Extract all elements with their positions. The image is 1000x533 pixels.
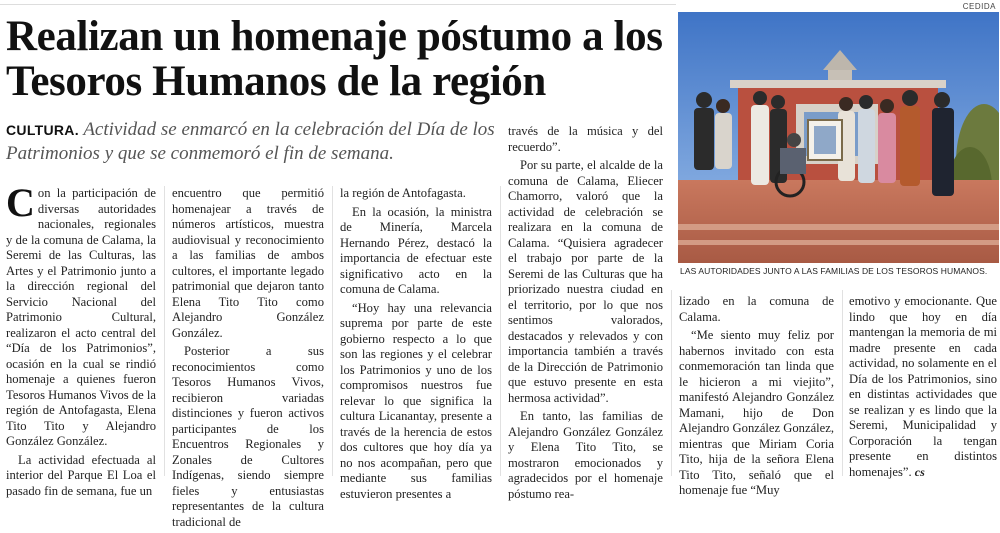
article-column-3 <box>340 186 492 505</box>
photo-caption: LAS AUTORIDADES JUNTO A LAS FAMILIAS DE LOS TESOROS HUMANOS. <box>680 266 988 276</box>
paragraph: la región de Antofagasta. <box>340 186 466 200</box>
section-tag: CULTURA. <box>6 122 79 138</box>
column-divider <box>500 186 501 476</box>
article-subhead <box>6 118 496 165</box>
column-divider <box>842 290 843 476</box>
column-divider <box>671 290 672 476</box>
article-column-6 <box>849 294 997 483</box>
column-divider <box>332 186 333 476</box>
end-mark: cs <box>914 464 925 479</box>
paragraph: encuentro que permitió homenajear a través de números artísticos, muestra audiovisual y reconocimiento a las familias de ambos cultores, el importante legado patrimonial que dejaron tanto Elena Tito Tito como Alejandro González González. <box>172 186 324 340</box>
article-column-1 <box>6 180 156 502</box>
article-column-4 <box>508 124 663 505</box>
photo-illustration <box>678 12 999 263</box>
article-column-5 <box>679 294 834 502</box>
paragraph: “Hoy hay una relevancia suprema por parte de este gobierno respecto a lo que son las regiones y el celebrar los Patrimonios y uno de los compromisos nuestros fue relevar lo que significa la cultura Licanantay, presente a través de la herencia de estos dos cultores que hoy día ya no nos acompañan, pero que mediante sus familias estuvieron presentes a <box>340 300 492 501</box>
photo-credit: CEDIDA <box>962 2 996 11</box>
paragraph: emotivo y emocionante. Que lindo que hoy en día mantengan la memoria de mi madre presente en cada actividad, no solamente en el Día de los Patrimonios, sino en distintas actividades que se realizan y es lindo que la Seremi, Municipalidad y Corporación la tengan presente en distintos homenajes”. cs <box>849 294 997 479</box>
subhead-text: Actividad se enmarcó en la celebración del Día de los Patrimonios y que se conmemoró el fin de semana. <box>6 119 495 164</box>
paragraph: Con la participación de diversas autoridades nacionales, regionales y de la comuna de Calama, la Seremi de las Culturas, las Artes y el Patrimonio junto a la dirección regional del Servicio Nacional del Patrimonio Cultural, realizaron el acto central del “Día de los Patrimonios”, ocasión en la cual se rindió homenaje a quienes fueron Tesoros Humanos Vivos de la región de Antofagasta, Elena Tito Tito y Alejandro González González. <box>6 180 156 448</box>
paragraph: lizado en la comuna de Calama. <box>679 294 834 324</box>
article-photo <box>678 12 999 263</box>
paragraph: Por su parte, el alcalde de la comuna de Calama, Eliecer Chamorro, valoró que la actividad de celebración se realizara en la comuna de Calama. “Quisiera agradecer el trabajo por parte de la Seremi de las Culturas que ha priorizado nuestra ciudad en el territorio, por lo que nos sentimos valorados, destacados y relevados y con importancia también a través de la Dirección de Patrimonio que estuvo presente en esta hermosa actividad”. <box>508 158 663 405</box>
paragraph: través de la música y del recuerdo”. <box>508 124 663 154</box>
paragraph: En la ocasión, la ministra de Minería, Marcela Hernando Pérez, destacó la importancia de efectuar este significativo acto en la comuna de Calama. <box>340 204 492 296</box>
article-headline: Realizan un homenaje póstumo a los Tesoros Humanos de la región <box>6 13 663 105</box>
paragraph: Posterior a sus reconocimientos como Tesoros Humanos Vivos, recibieron variadas distinciones y fueron activos participantes de los Encuentros Regionales y Zonales de Cultores Indígenas, siendo siempre fieles y entusiastas representantes de la cultura tradicional de <box>172 344 324 529</box>
paragraph: La actividad efectuada al interior del Parque El Loa el pasado fin de semana, fue un <box>6 452 156 498</box>
paragraph: En tanto, las familias de Alejandro González González y Elena Tito Tito, se mostraron emocionados y agradecidos por el homenaje póstumo rea- <box>508 409 663 501</box>
top-rule <box>0 4 676 5</box>
paragraph: “Me siento muy feliz por habernos invitado con esta conmemoración tan linda que le hicieron a mi viejito”, manifestó Alejandro González Mamani, hijo de Don Alejandro González González, mientras que Miriam Coria Tito, hija de la señora Elena Tito Tito, señaló que el homenaje fue “Muy <box>679 328 834 497</box>
column-divider <box>164 186 165 476</box>
article-column-2 <box>172 186 324 533</box>
drop-cap: C <box>6 180 35 225</box>
